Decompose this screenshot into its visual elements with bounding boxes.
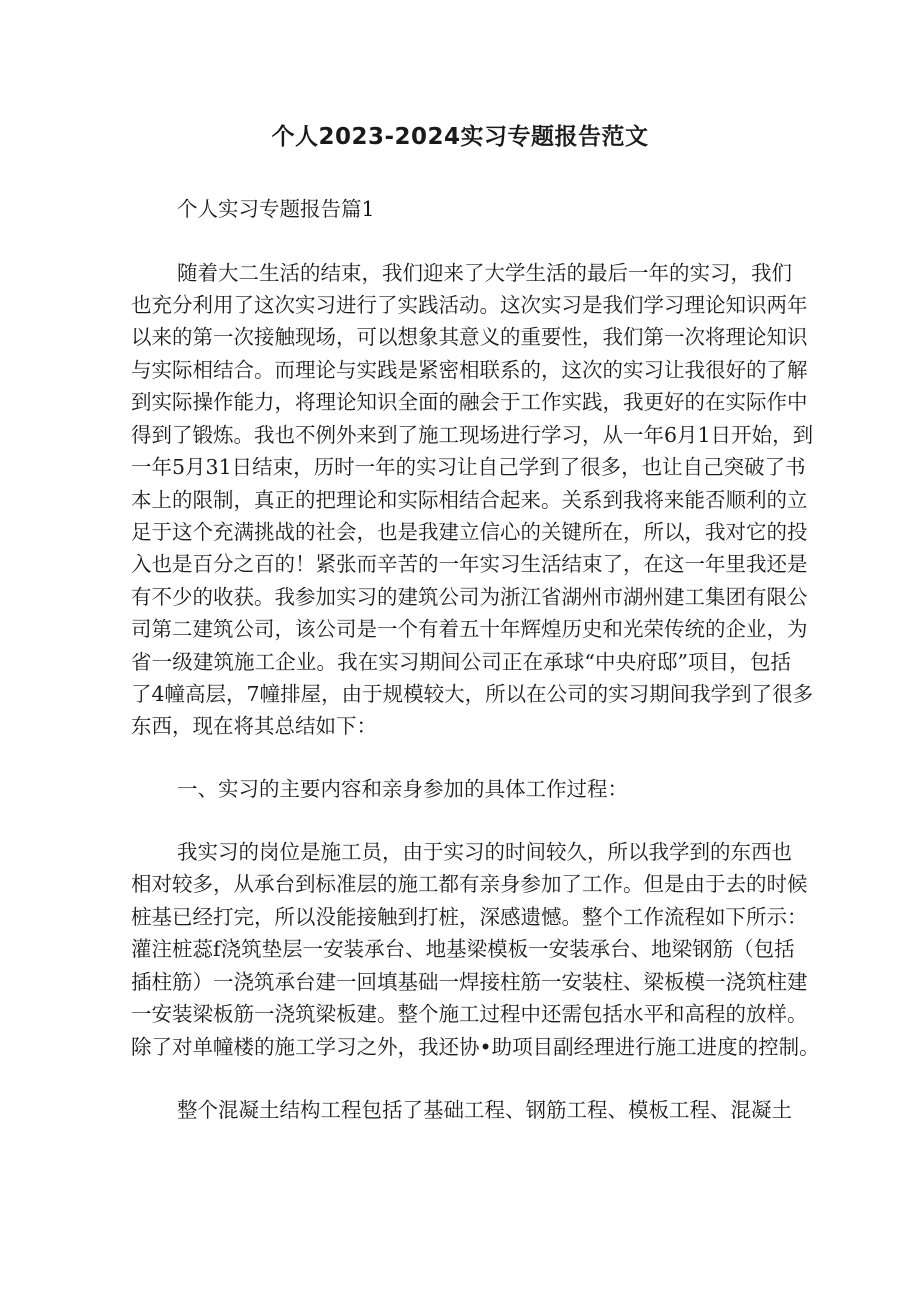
paragraph1-line: 东西，现在将其总结如下： [131,714,377,738]
paragraph1-line: 了4幢高层，7幢排屋，由于规模较大，所以在公司的实习期间我学到了很多 [131,682,814,706]
paragraph1-line: 与实际相结合。而理论与实践是紧密相联系的，这次的实习让我很好的了解 [131,358,808,382]
paragraph1-line: 也充分利用了这次实习进行了实践活动。这次实习是我们学习理论知识两年 [131,293,808,317]
paragraph3-line: 整个混凝土结构工程包括了基础工程、钢筋工程、模板工程、混凝土 [177,1098,792,1122]
paragraph2-line: 我实习的岗位是施工员，由于实习的时间较久，所以我学到的东西也 [177,840,792,864]
paragraph1-line: 到实际操作能力，将理论知识全面的融会于工作实践，我更好的在实际作中 [131,390,808,414]
paragraph2-line: 桩基已经打完，所以没能接触到打桩，深感遗憾。整个工作流程如下所示： [131,905,808,929]
paragraph1-line: 随着大二生活的结束，我们迎来了大学生活的最后一年的实习，我们 [177,261,792,285]
paragraph1-line: 司第二建筑公司，该公司是一个有着五十年辉煌历史和光荣传统的企业，为 [131,617,808,641]
document-title: 个人2023-2024实习专题报告范文 [271,124,649,150]
paragraph1-line: 以来的第一次接触现场，可以想象其意义的重要性，我们第一次将理论知识 [131,325,808,349]
section-heading: 个人实习专题报告篇1 [177,197,375,221]
paragraph2-line: 相对较多，从承台到标准层的施工都有亲身参加了工作。但是由于去的时候 [131,872,808,896]
paragraph1-line: 得到了锻炼。我也不例外来到了施工现场进行学习，从一年6月1日开始，到 [131,423,814,447]
paragraph1-line: 省一级建筑施工企业。我在实习期间公司正在承球“中央府邸”项目，包括 [131,650,791,674]
paragraph1-line: 本上的限制，真正的把理论和实际相结合起来。关系到我将来能否顺利的立 [131,488,808,512]
paragraph2-line: 一安装梁板筋一浇筑梁板建。整个施工过程中还需包括水平和高程的放样。 [131,1002,808,1026]
paragraph1-line: 入也是百分之百的！紧张而辛苦的一年实习生活结束了，在这一年里我还是 [131,552,808,576]
subheading: 一、实习的主要内容和亲身参加的具体工作过程： [177,777,628,801]
paragraph2-line: 除了对单幢楼的施工学习之外，我还协•助项目副经理进行施工进度的控制。 [131,1035,820,1059]
paragraph1-line: 足于这个充满挑战的社会，也是我建立信心的关键所在，所以，我对它的投 [131,520,808,544]
paragraph1-line: 有不少的收获。我参加实习的建筑公司为浙江省湖州市湖州建工集团有限公 [131,585,808,609]
paragraph2-line: 灌注桩蕊f浇筑垫层一安装承台、地基梁模板一安装承台、地梁钢筋（包括 [131,937,795,961]
paragraph1-line: 一年5月31日结束，历时一年的实习让自己学到了很多，也让自己突破了书 [131,455,806,479]
paragraph2-line: 插柱筋）一浇筑承台建一回填基础一焊接柱筋一安装柱、梁板模一浇筑柱建 [131,970,808,994]
